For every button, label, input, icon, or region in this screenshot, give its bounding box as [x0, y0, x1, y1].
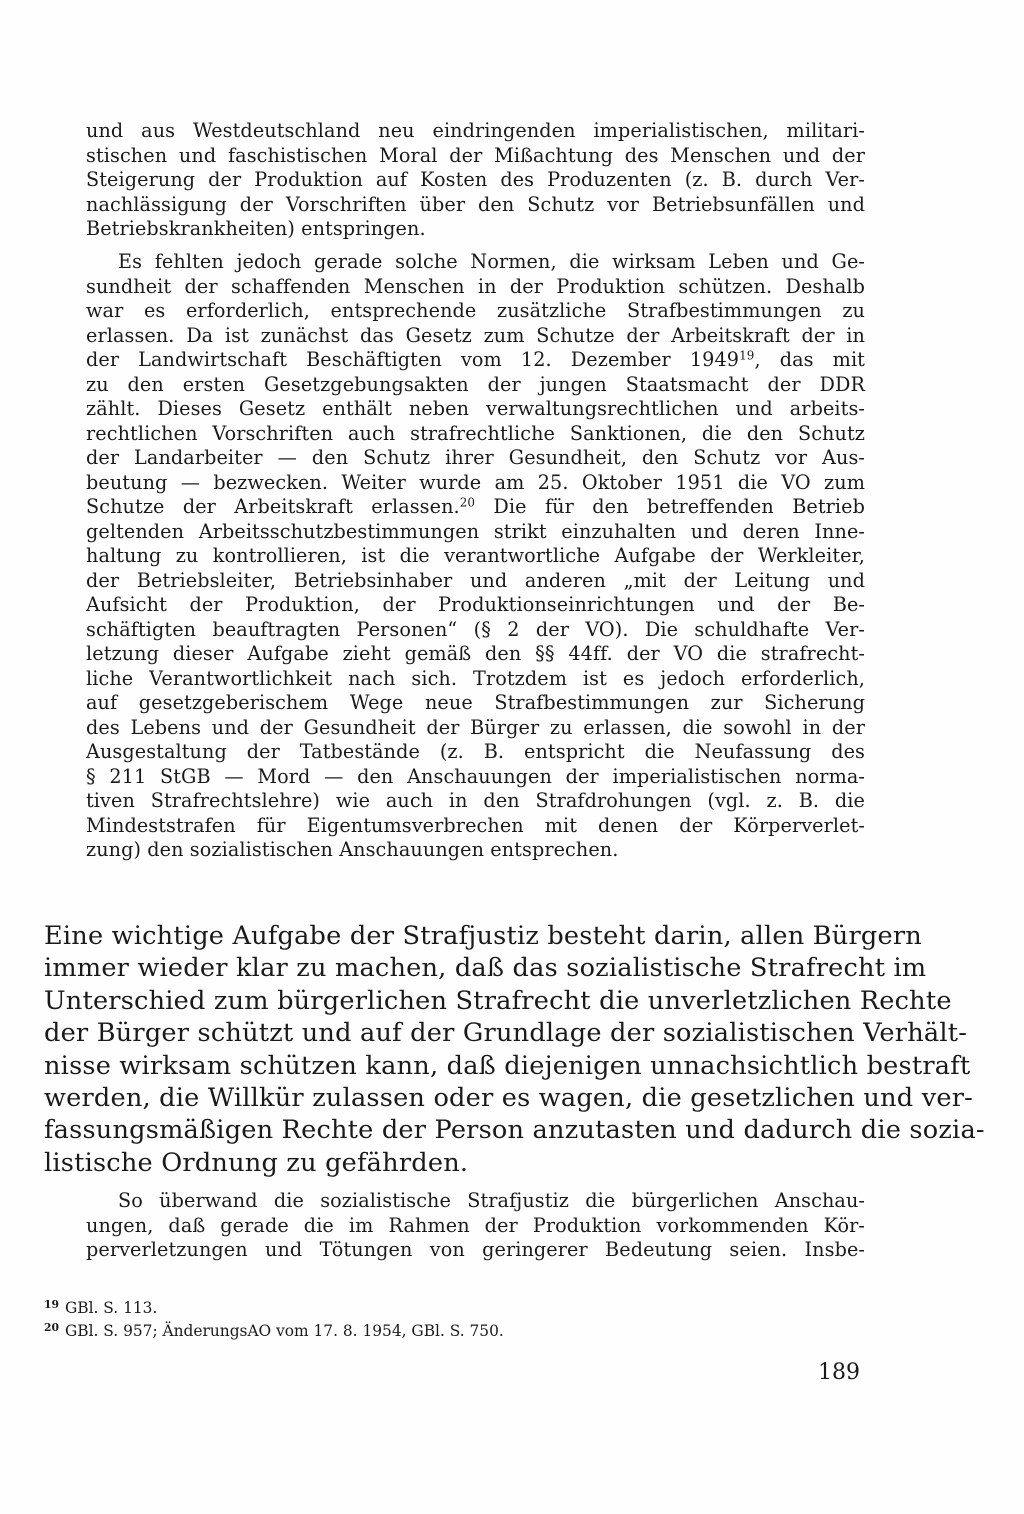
- text-line: [86, 495, 865, 520]
- footnotes: [44, 1297, 504, 1343]
- text-line: zung) den sozialistischen Anschauungen entsprechen.: [86, 838, 619, 861]
- paragraph-labor-protection: [86, 250, 865, 863]
- text-line: [86, 348, 865, 373]
- text-line: nisse wirksam schützen kann, daß diejenigen unnachsichtlich bestraft: [44, 1050, 971, 1081]
- text-segment: Schutze der Arbeitskraft erlassen.: [86, 495, 460, 518]
- footnote-19: [44, 1297, 504, 1320]
- text-line: der Bürger schützt und auf der Grundlage der sozialistischen Verhält-: [44, 1018, 968, 1049]
- text-line: schäftigten beauftragten Personen“ (§ 2 der VO). Die schuldhafte Ver-: [86, 617, 865, 641]
- text-line: Es fehlten jedoch gerade solche Normen, die wirksam Leben und Ge-: [118, 250, 865, 273]
- page-number: 189: [818, 1360, 860, 1385]
- footnote-text: GBl. S. 113.: [64, 1299, 158, 1317]
- paragraph-overcoming-views: [86, 1189, 865, 1263]
- text-line: Betriebskrankheiten) entspringen.: [86, 217, 426, 240]
- text-segment: , das mit: [754, 348, 865, 371]
- footnote-ref-20: 20: [459, 495, 476, 510]
- text-line: § 211 StGB — Mord — den Anschauungen der imperialistischen norma-: [86, 764, 865, 788]
- text-line: erlassen. Da ist zunächst das Gesetz zum Schutze der Arbeitskraft der in: [86, 323, 865, 347]
- text-line: beutung — bezwecken. Weiter wurde am 25. Oktober 1951 die VO zum: [86, 470, 865, 494]
- text-line: haltung zu kontrollieren, ist die verantwortliche Aufgabe der Werkleiter,: [86, 544, 865, 567]
- text-line: war es erforderlich, entsprechende zusätzliche Strafbestimmungen zu: [86, 299, 865, 322]
- text-line: nachlässigung der Vorschriften über den Schutz vor Betriebsunfällen und: [86, 192, 865, 216]
- text-line: ungen, daß gerade die im Rahmen der Produktion vorkommenden Kör-: [86, 1213, 865, 1237]
- paragraph-large-print: [44, 920, 985, 1179]
- text-line: auf gesetzgeberischem Wege neue Strafbestimmungen zur Sicherung: [86, 691, 865, 714]
- text-line: Eine wichtige Aufgabe der Strafjustiz besteht darin, allen Bürgern: [44, 921, 922, 951]
- text-line: des Lebens und der Gesundheit der Bürger zu erlassen, die sowohl in der: [86, 715, 865, 739]
- text-line: Unterschied zum bürgerlichen Strafrecht die unverletzlichen Rechte: [44, 985, 952, 1016]
- footnote-mark: 20: [44, 1321, 59, 1335]
- text-line: letzung dieser Aufgabe zieht gemäß den §§ 44ff. der VO die strafrecht-: [86, 642, 865, 665]
- text-line: liche Verantwortlichkeit nach sich. Trotzdem ist es jedoch erforderlich,: [86, 666, 865, 690]
- text-line: Ausgestaltung der Tatbestände (z. B. entspricht die Neufassung des: [86, 740, 865, 763]
- text-line: stischen und faschistischen Moral der Mißachtung des Menschen und der: [86, 143, 865, 167]
- text-line: fassungsmäßigen Rechte der Person anzutasten und dadurch die sozia-: [44, 1115, 985, 1146]
- text-line: der Landarbeiter — den Schutz ihrer Gesundheit, den Schutz vor Aus-: [86, 446, 865, 469]
- text-line: rechtlichen Vorschriften auch strafrechtliche Sanktionen, die den Schutz: [86, 421, 865, 445]
- text-line: perverletzungen und Tötungen von geringerer Bedeutung seien. Insbe-: [86, 1238, 865, 1261]
- text-line: werden, die Willkür zulassen oder es wagen, die gesetzlichen und ver-: [44, 1083, 973, 1114]
- text-line: zählt. Dieses Gesetz enthält neben verwaltungsrechtlichen und arbeits-: [86, 397, 865, 420]
- text-line: Steigerung der Produktion auf Kosten des Produzenten (z. B. durch Ver-: [86, 168, 865, 191]
- text-line: der Betriebsleiter, Betriebsinhaber und anderen „mit der Leitung und: [86, 568, 865, 592]
- text-line: Aufsicht der Produktion, der Produktionseinrichtungen und der Be-: [86, 593, 865, 616]
- text-line: Mindeststrafen für Eigentumsverbrechen mit denen der Körperverlet-: [86, 813, 865, 837]
- footnote-ref-19: 19: [739, 348, 755, 363]
- text-line: So überwand die sozialistische Strafjustiz die bürgerlichen Anschau-: [118, 1189, 865, 1212]
- text-line: listische Ordnung zu gefährden.: [44, 1147, 469, 1178]
- text-segment: der Landwirtschaft Beschäftigten vom 12. Dezember 1949: [86, 348, 740, 371]
- text-line: tiven Strafrechtslehre) wie auch in den Strafdrohungen (vgl. z. B. die: [86, 789, 865, 812]
- footnote-text: GBl. S. 957; ÄnderungsAO vom 17. 8. 1954, GBl. S. 750.: [64, 1322, 504, 1340]
- paragraph-continuation: [86, 119, 865, 242]
- footnote-20: [44, 1320, 504, 1343]
- text-line: geltenden Arbeitsschutzbestimmungen strikt einzuhalten und deren Inne-: [86, 519, 865, 543]
- text-line: sundheit der schaffenden Menschen in der Produktion schützen. Deshalb: [86, 274, 865, 298]
- footnote-mark: 19: [44, 1298, 59, 1312]
- text-segment: Die für den betreffenden Betrieb: [475, 495, 866, 518]
- text-line: zu den ersten Gesetzgebungsakten der jungen Staatsmacht der DDR: [86, 372, 865, 396]
- text-line: und aus Westdeutschland neu eindringenden imperialistischen, militari-: [86, 119, 865, 142]
- text-line: immer wieder klar zu machen, daß das sozialistische Strafrecht im: [44, 953, 927, 984]
